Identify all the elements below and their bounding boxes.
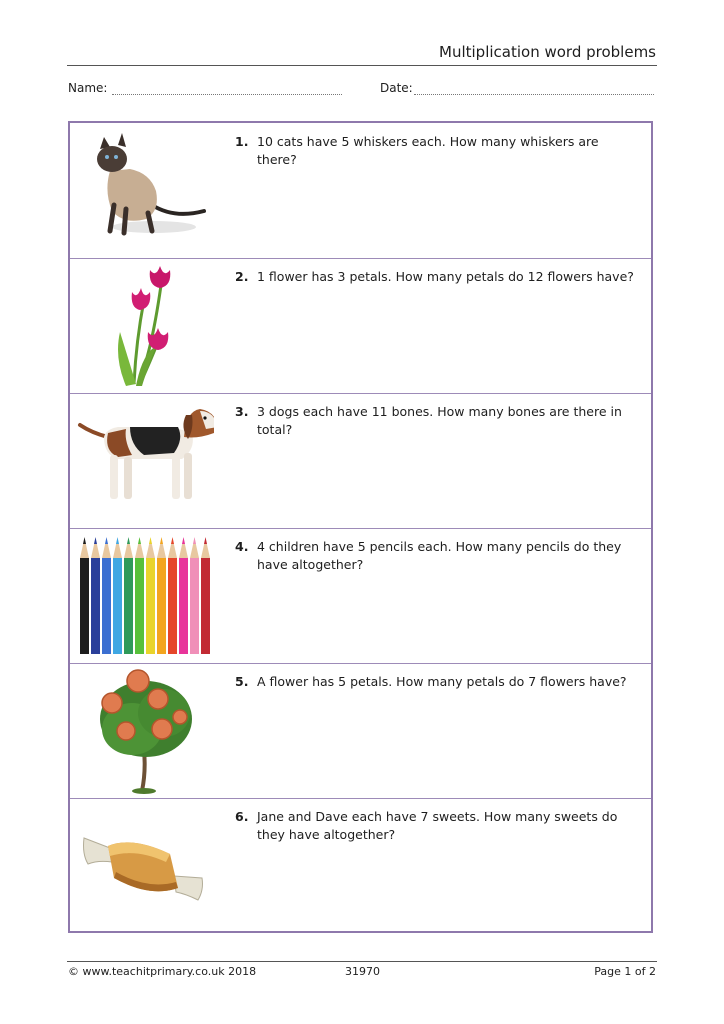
name-field[interactable] <box>112 93 342 95</box>
footer-copyright: © www.teachitprimary.co.uk 2018 <box>68 965 257 978</box>
problems-box <box>68 121 653 933</box>
tulips-image <box>74 262 214 389</box>
page-title: Multiplication word problems <box>439 43 656 61</box>
cat-image <box>74 127 214 254</box>
problem-number: 5. <box>235 674 249 689</box>
problem-text <box>235 403 637 439</box>
problem-number: 3. <box>235 404 249 419</box>
problem-question: 10 cats have 5 whiskers each. How many whiskers are there? <box>257 134 599 167</box>
rose-bush-image <box>74 667 214 794</box>
problem-row <box>70 798 651 933</box>
problem-question: 1 flower has 3 petals. How many petals do 12 flowers have? <box>257 269 634 284</box>
problem-question: A flower has 5 petals. How many petals do 7 flowers have? <box>257 674 627 689</box>
problem-row <box>70 663 651 799</box>
pencils-image <box>74 532 214 659</box>
problem-number: 1. <box>235 134 249 149</box>
problem-row <box>70 393 651 529</box>
header-rule <box>67 65 657 66</box>
problem-text <box>235 808 637 844</box>
problem-row <box>70 258 651 394</box>
date-field[interactable] <box>414 93 654 95</box>
problem-number: 6. <box>235 809 249 824</box>
footer-code: 31970 <box>345 965 380 978</box>
footer-rule <box>67 961 657 962</box>
problem-question: 3 dogs each have 11 bones. How many bones are there in total? <box>257 404 622 437</box>
problem-text <box>235 673 637 691</box>
problem-text <box>235 538 637 574</box>
footer-page: Page 1 of 2 <box>594 965 656 978</box>
sweet-image <box>74 802 214 929</box>
dog-image <box>74 397 214 524</box>
problem-question: Jane and Dave each have 7 sweets. How many sweets do they have altogether? <box>257 809 618 842</box>
problem-number: 2. <box>235 269 249 284</box>
problem-text <box>235 268 637 286</box>
name-date-row <box>68 81 656 101</box>
problem-number: 4. <box>235 539 249 554</box>
problem-row <box>70 123 651 259</box>
problem-text <box>235 133 637 169</box>
problem-row <box>70 528 651 664</box>
date-label: Date: <box>380 81 413 95</box>
name-label: Name: <box>68 81 108 95</box>
problem-question: 4 children have 5 pencils each. How many pencils do they have altogether? <box>257 539 622 572</box>
